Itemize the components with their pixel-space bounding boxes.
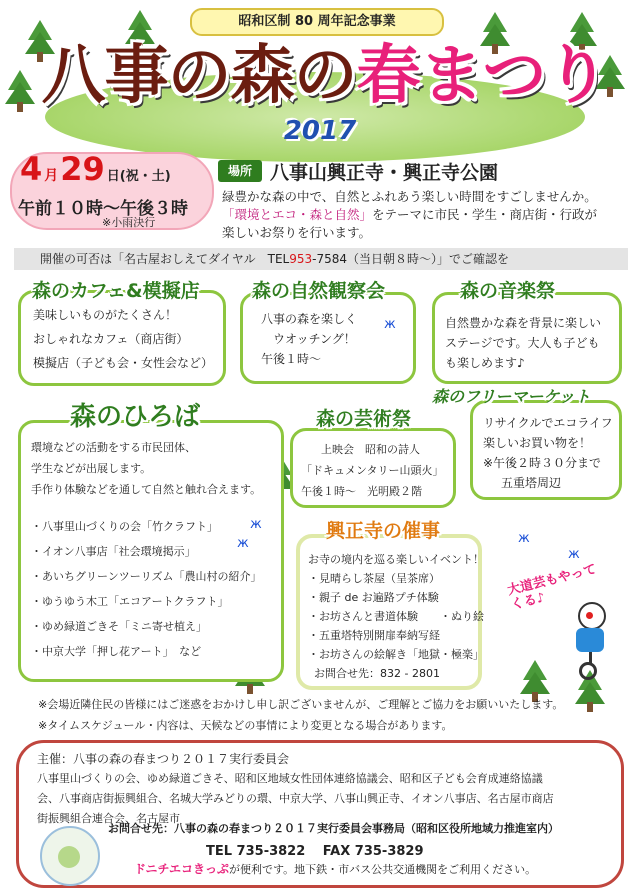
performer-text: 大道芸もやってくる♪: [506, 561, 598, 614]
flea-line: リサイクルでエコライフ: [483, 416, 613, 430]
flea-title: 森のフリーマーケット: [432, 387, 591, 406]
butterfly-icon: ж: [518, 531, 530, 546]
footer-contact: お問合せ先：八事の森の春まつり２０１７実行委員会事務局（昭和区役所地域力推進室内）: [108, 822, 559, 835]
plaza-item: ・イオン八事店「社会環境掲示」: [31, 545, 196, 558]
butterfly-icon: ж: [384, 317, 396, 332]
temple-item: ・見晴らし茶屋（呈茶席）: [308, 572, 440, 585]
nature-title: 森の自然観察会: [252, 280, 386, 302]
nature-box: [240, 292, 416, 384]
notice-pre: 開催の可否は「名古屋おしえてダイヤル TEL: [40, 252, 290, 266]
event-time: 午前１０時～午後３時: [18, 199, 188, 219]
nature-line: 八事の森を楽しく: [261, 312, 358, 326]
title-part2: 春: [356, 39, 420, 113]
cafe-line: 模擬店（子ども会・女性会など）: [33, 356, 214, 370]
footer-organizer: 主催：八事の森の春まつり２０１７実行委員会: [37, 752, 290, 766]
event-date: [20, 150, 171, 188]
plaza-item: ・中京大学「押し花アート」 など: [31, 645, 202, 658]
music-line: 自然豊かな森を背景に楽しい: [445, 316, 602, 330]
plaza-title: 森のひろば: [70, 402, 201, 432]
date-month: 4: [20, 150, 43, 188]
date-day: 29: [60, 150, 105, 188]
notice-post: -7584（当日朝８時～）」でご確認を: [312, 252, 510, 266]
clown-illustration: [566, 602, 616, 682]
footer-member-line: 会、八事商店街振興組合、名城大学みどりの環、中京大学、八事山興正寺、イオン八事店、名古屋市商店: [37, 792, 554, 805]
main-title: [30, 38, 620, 114]
music-line: も楽しめます♪: [445, 356, 525, 370]
arts-line: 午後１時～ 光明殿２階: [301, 485, 422, 498]
nature-line: ウオッチング！: [273, 332, 356, 346]
note-line: ※会場近隣住民の皆様にはご迷惑をおかけし申し訳ございませんが、ご理解とご協力をお願いいたします。: [38, 698, 564, 711]
music-line: ステージです。大人も子ども: [445, 336, 600, 350]
plaza-item: ・ゆうゆう木工「エコアートクラフト」: [31, 595, 229, 608]
temple-title: 興正寺の催事: [326, 520, 441, 542]
temple-item: ・お坊さんと書道体験 ・ぬり絵: [308, 610, 484, 623]
flea-box: [470, 400, 622, 500]
arts-box: [290, 428, 456, 508]
notice-bar: [14, 248, 628, 270]
donichi-rest: が便利です。地下鉄・市バス公共交通機関をご利用ください。: [229, 863, 537, 876]
temple-item: ・お坊さんの絵解き「地獄・極楽」: [308, 648, 484, 661]
intro-text: [222, 188, 597, 242]
cafe-title: 森のカフェ&模擬店: [32, 280, 200, 302]
butterfly-icon: ж: [250, 517, 262, 532]
title-year: 2017: [283, 116, 357, 146]
footer-donichi: [134, 860, 536, 877]
temple-contact: お問合せ先：832 - 2801: [314, 667, 440, 680]
nature-line: 午後１時～: [261, 352, 322, 366]
flea-line: 楽しいお買い物を！: [483, 436, 592, 450]
footer-logo: [40, 826, 100, 886]
venue-name: 八事山興正寺・興正寺公園: [270, 162, 499, 184]
plaza-item: ・ゆめ緑道ごきそ「ミニ寄せ植え」: [31, 620, 207, 633]
plaza-box: [18, 420, 284, 682]
cafe-box: [18, 290, 226, 386]
date-month-suffix: 月: [44, 168, 59, 184]
intro-line2-rest: をテーマに市民・学生・商店街・行政が: [372, 207, 598, 222]
temple-box: [296, 534, 482, 690]
rain-note: ※小雨決行: [102, 216, 156, 229]
flea-line: 五重塔周辺: [501, 476, 562, 490]
venue-badge: 場所: [218, 160, 262, 182]
footer-member-line: 八事里山づくりの会、ゆめ緑道ごきそ、昭和区地域女性団体連絡協議会、昭和区子ども会育成連絡協議: [37, 772, 543, 785]
temple-intro: お寺の境内を巡る楽しいイベント！: [308, 553, 484, 566]
cafe-line: おしゃれなカフェ（商店街）: [33, 332, 189, 346]
intro-line3: 楽しいお祭りを行います。: [222, 225, 372, 240]
cafe-line: 美味しいものがたくさん！: [33, 308, 178, 322]
plaza-item: ・あいちグリーンツーリズム「農山村の紹介」: [31, 570, 262, 583]
music-title: 森の音楽祭: [460, 280, 556, 302]
plaza-item: ・八事里山づくりの会「竹クラフト」: [31, 520, 218, 533]
notice-tel: 953: [289, 252, 313, 266]
note-line: ※タイムスケジュール・内容は、天候などの事情により変更となる場合があります。: [38, 719, 453, 732]
title-part1: 八事の森の: [41, 39, 357, 113]
butterfly-icon: ж: [237, 536, 249, 551]
anniversary-banner: [190, 8, 444, 36]
footer-member-line: 街振興組合連合会、名古屋市: [37, 812, 180, 825]
intro-theme: 「環境とエコ・森と自然」: [222, 207, 373, 222]
music-box: [432, 292, 622, 384]
arts-line: 上映会 昭和の詩人: [321, 443, 420, 456]
butterfly-icon: ж: [568, 547, 580, 562]
notes: [38, 694, 563, 736]
plaza-line: 環境などの活動をする市民団体、: [31, 441, 196, 454]
plaza-line: 手作り体験などを通して自然と触れ合えます。: [31, 483, 262, 496]
plaza-line: 学生などが出展します。: [31, 462, 152, 475]
donichi-ticket: ドニチエコきっぷ: [134, 862, 230, 876]
intro-line1: 緑豊かな森の中で、自然とふれあう楽しい時間をすごしませんか。: [222, 189, 597, 204]
title-part3: まつり: [419, 39, 609, 113]
anniversary-label: 昭和区制 80 周年記念事業: [238, 14, 396, 29]
arts-title: 森の芸術祭: [316, 408, 412, 430]
flea-line: ※午後２時３０分まで: [483, 456, 602, 470]
footer-tel: TEL 735-3822 FAX 735-3829: [206, 844, 424, 859]
arts-line: 「ドキュメンタリー山頭火」: [301, 464, 444, 477]
temple-item: ・親子 de お遍路プチ体験: [308, 591, 439, 604]
temple-item: ・五重塔特別開扉奉納写経: [308, 629, 440, 642]
date-day-suffix: 日(祝・土): [106, 169, 171, 184]
intro-line2: [222, 206, 597, 224]
